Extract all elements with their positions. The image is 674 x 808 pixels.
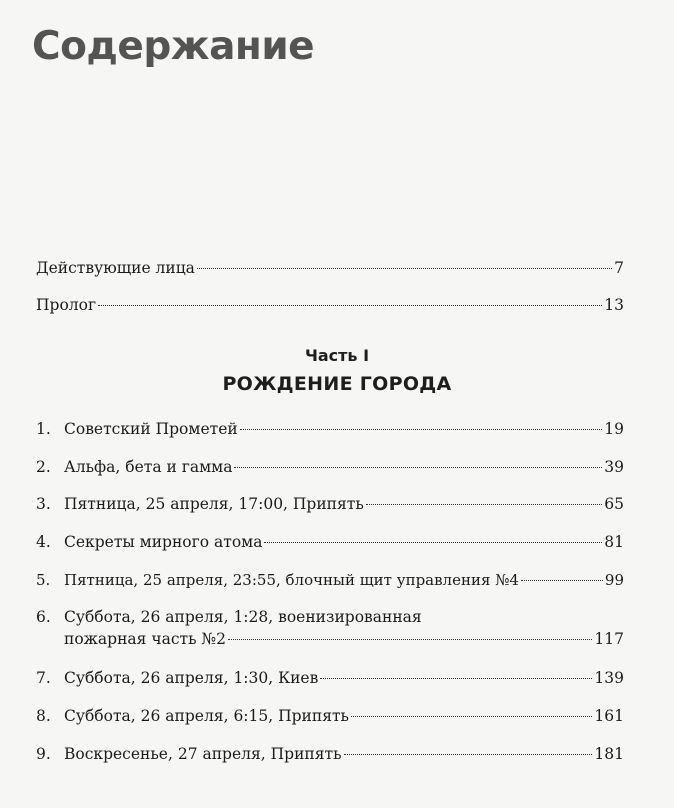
- chapter-page-number: 39: [604, 458, 624, 476]
- leader-dots: [344, 754, 593, 755]
- leader-dots: [264, 542, 602, 543]
- chapter-page-number: 139: [594, 669, 624, 687]
- chapter-title: Советский Прометей: [64, 420, 238, 438]
- chapter-title: Суббота, 26 апреля, 1:30, Киев: [64, 669, 319, 687]
- chapter-number: 2.: [36, 458, 51, 476]
- chapter-page-number: 117: [594, 630, 624, 648]
- entry-title: Действующие лица: [36, 259, 195, 277]
- entry-page-number: 7: [614, 259, 624, 277]
- entry-page-number: 13: [604, 296, 624, 314]
- chapter-page-number: 81: [604, 533, 624, 551]
- page-title: Содержание: [32, 24, 315, 69]
- chapter-page-number: 161: [594, 707, 624, 725]
- chapter-number: 4.: [36, 533, 51, 551]
- chapter-title-line-2: пожарная часть №2: [64, 630, 227, 648]
- chapter-title: Пятница, 25 апреля, 17:00, Припять: [64, 495, 364, 513]
- toc-chapter-6: [36, 606, 624, 650]
- toc-chapter-1: [36, 418, 624, 440]
- toc-entry-prologue: [36, 294, 624, 316]
- leader-dots: [366, 504, 602, 505]
- toc-chapter-2: [36, 456, 624, 478]
- toc-chapter-8: [36, 705, 624, 727]
- chapter-number: 1.: [36, 420, 51, 438]
- chapter-title: Воскресенье, 27 апреля, Припять: [64, 745, 342, 763]
- chapter-number: 5.: [36, 571, 51, 589]
- leader-dots: [197, 268, 612, 269]
- leader-dots: [98, 305, 602, 306]
- chapter-title: Суббота, 26 апреля, 6:15, Припять: [64, 707, 349, 725]
- chapter-page-number: 99: [604, 571, 624, 589]
- toc-chapter-7: [36, 667, 624, 689]
- leader-dots: [351, 716, 592, 717]
- chapter-number: 7.: [36, 669, 51, 687]
- toc-entry-characters: [36, 257, 624, 279]
- part-label: Часть I: [304, 346, 370, 365]
- leader-dots: [320, 678, 592, 679]
- chapter-title: Секреты мирного атома: [64, 533, 263, 551]
- chapter-number: 8.: [36, 707, 51, 725]
- toc-chapter-9: [36, 743, 624, 765]
- leader-dots: [228, 639, 592, 640]
- chapter-page-number: 19: [604, 420, 624, 438]
- toc-chapter-5: [36, 569, 624, 591]
- leader-dots: [240, 429, 603, 430]
- toc-chapter-3: [36, 493, 624, 515]
- part-title: РОЖДЕНИЕ ГОРОДА: [222, 373, 452, 395]
- leader-dots: [234, 467, 602, 468]
- leader-dots: [521, 580, 603, 581]
- chapter-number: 3.: [36, 495, 51, 513]
- chapter-title-line-1: Суббота, 26 апреля, 1:28, военизированная: [64, 608, 422, 626]
- entry-title: Пролог: [36, 296, 97, 314]
- chapter-number: 6.: [36, 608, 51, 626]
- chapter-number: 9.: [36, 745, 51, 763]
- toc-chapter-4: [36, 531, 624, 553]
- chapter-title: Альфа, бета и гамма: [64, 458, 233, 476]
- chapter-title: Пятница, 25 апреля, 23:55, блочный щит управления №4: [64, 571, 519, 589]
- chapter-page-number: 65: [604, 495, 624, 513]
- chapter-page-number: 181: [594, 745, 624, 763]
